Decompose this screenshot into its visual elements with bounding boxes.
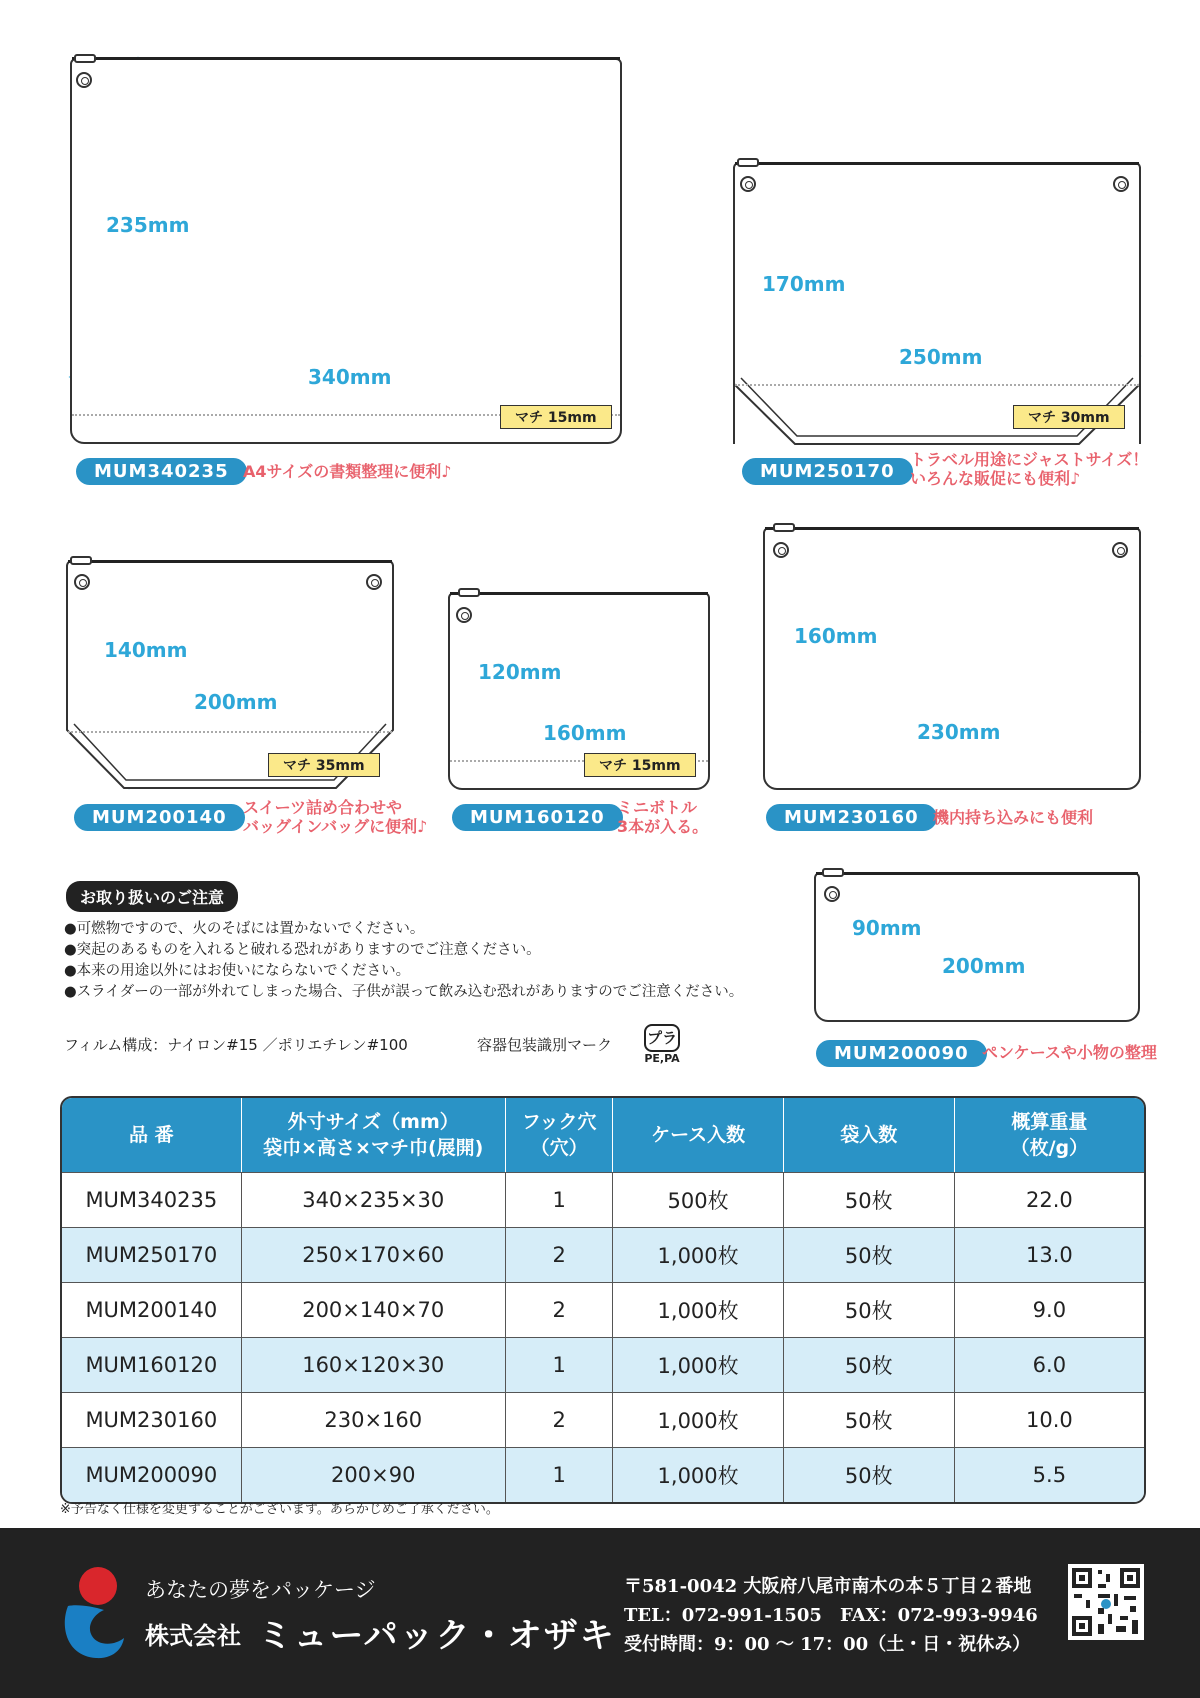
product-code-pill: MUM230160 <box>766 804 937 831</box>
column-header: 袋入数 <box>784 1098 955 1172</box>
width-label: 340mm <box>302 365 397 389</box>
footer <box>0 1528 1200 1698</box>
tagline: あなたの夢をパッケージ <box>145 1578 376 1602</box>
company-prefix: 株式会社 <box>145 1622 241 1650</box>
product-code-pill: MUM160120 <box>452 804 623 831</box>
width-label: 200mm <box>188 690 283 714</box>
height-label: 170mm <box>756 272 851 296</box>
column-header: 外寸サイズ（mm） 袋巾×高さ×マチ巾(展開) <box>242 1098 506 1172</box>
caution-item: ● 本来の用途以外にはお使いにならないでください。 <box>64 961 743 982</box>
table-row: MUM160120 160×120×30 1 1,000枚 50枚 6.0 <box>62 1337 1144 1392</box>
business-hours: 受付時間：9：00 ～ 17：00（土・日・祝休み） <box>624 1634 1031 1655</box>
disclaimer: ※予告なく仕様を変更することがございます。あらかじめご了承ください。 <box>60 1502 499 1517</box>
table-row: MUM200090 200×90 1 1,000枚 50枚 5.5 <box>62 1447 1144 1502</box>
table-row: MUM230160 230×160 2 1,000枚 50枚 10.0 <box>62 1392 1144 1447</box>
caution-item: ● 突起のあるものを入れると破れる恐れがありますのでご注意ください。 <box>64 940 743 961</box>
height-label: 120mm <box>472 660 567 684</box>
pla-mark-icon: プラ <box>644 1024 680 1052</box>
table-row: MUM250170 250×170×60 2 1,000枚 50枚 13.0 <box>62 1227 1144 1282</box>
product-code-pill: MUM250170 <box>742 458 913 485</box>
recycle-mark-label: 容器包装識別マーク <box>477 1036 613 1054</box>
width-label: 230mm <box>911 720 1006 744</box>
product-note: トラベル用途にジャストサイズ！ いろんな販促にも便利♪ <box>910 450 1149 488</box>
gusset-tag: マチ 15mm <box>500 405 612 429</box>
product-note: 機内持ち込みにも便利 <box>933 808 1094 827</box>
column-header: 概算重量 （枚/g） <box>955 1098 1144 1172</box>
caution-heading: お取り扱いのご注意 <box>66 881 238 912</box>
phone-fax: TEL：072-991-1505 FAX：072-993-9946 <box>624 1605 1038 1626</box>
contact-info <box>624 1572 1038 1659</box>
film-composition: フィルム構成：ナイロン#15 ／ポリエチレン#100 <box>64 1036 408 1054</box>
gusset-tag: マチ 15mm <box>584 753 696 777</box>
height-label: 160mm <box>788 624 883 648</box>
column-header: ケース入数 <box>613 1098 783 1172</box>
spec-table <box>60 1096 1146 1504</box>
width-label: 160mm <box>537 721 632 745</box>
product-note: ペンケースや小物の整理 <box>982 1043 1157 1062</box>
column-header: フック穴 （穴） <box>506 1098 614 1172</box>
caution-list <box>64 919 743 1003</box>
product-note: A4サイズの書類整理に便利♪ <box>243 462 452 481</box>
caution-item: ● 可燃物ですので、火のそばには置かないでください。 <box>64 919 743 940</box>
product-code-pill: MUM340235 <box>76 458 247 485</box>
product-code-pill: MUM200140 <box>74 804 245 831</box>
table-header-row <box>62 1098 1144 1172</box>
height-label: 235mm <box>100 213 195 237</box>
company-logo-icon <box>58 1566 126 1666</box>
qr-code-icon <box>1068 1564 1144 1640</box>
company-name: ミューパック・オザキ <box>258 1616 616 1656</box>
height-label: 140mm <box>98 638 193 662</box>
product-note: ミニボトル 3本が入る。 <box>617 798 709 836</box>
caution-item: ● スライダーの一部が外れてしまった場合、子供が誤って飲み込む恐れがありますのでご注意ください。 <box>64 982 743 1003</box>
gusset-tag: マチ 30mm <box>1013 405 1125 429</box>
table-row: MUM200140 200×140×70 2 1,000枚 50枚 9.0 <box>62 1282 1144 1337</box>
address: 〒581-0042 大阪府八尾市南木の本５丁目２番地 <box>624 1576 1032 1597</box>
product-note: スイーツ詰め合わせや バッグインバッグに便利♪ <box>243 798 428 836</box>
width-label: 200mm <box>936 954 1031 978</box>
column-header: 品 番 <box>62 1098 242 1172</box>
table-row: MUM340235 340×235×30 1 500枚 50枚 22.0 <box>62 1172 1144 1227</box>
recycle-mark: プラ PE,PA <box>644 1024 680 1065</box>
gusset-tag: マチ 35mm <box>268 753 380 777</box>
height-label: 90mm <box>846 916 928 940</box>
product-code-pill: MUM200090 <box>816 1040 987 1067</box>
width-label: 250mm <box>893 345 988 369</box>
